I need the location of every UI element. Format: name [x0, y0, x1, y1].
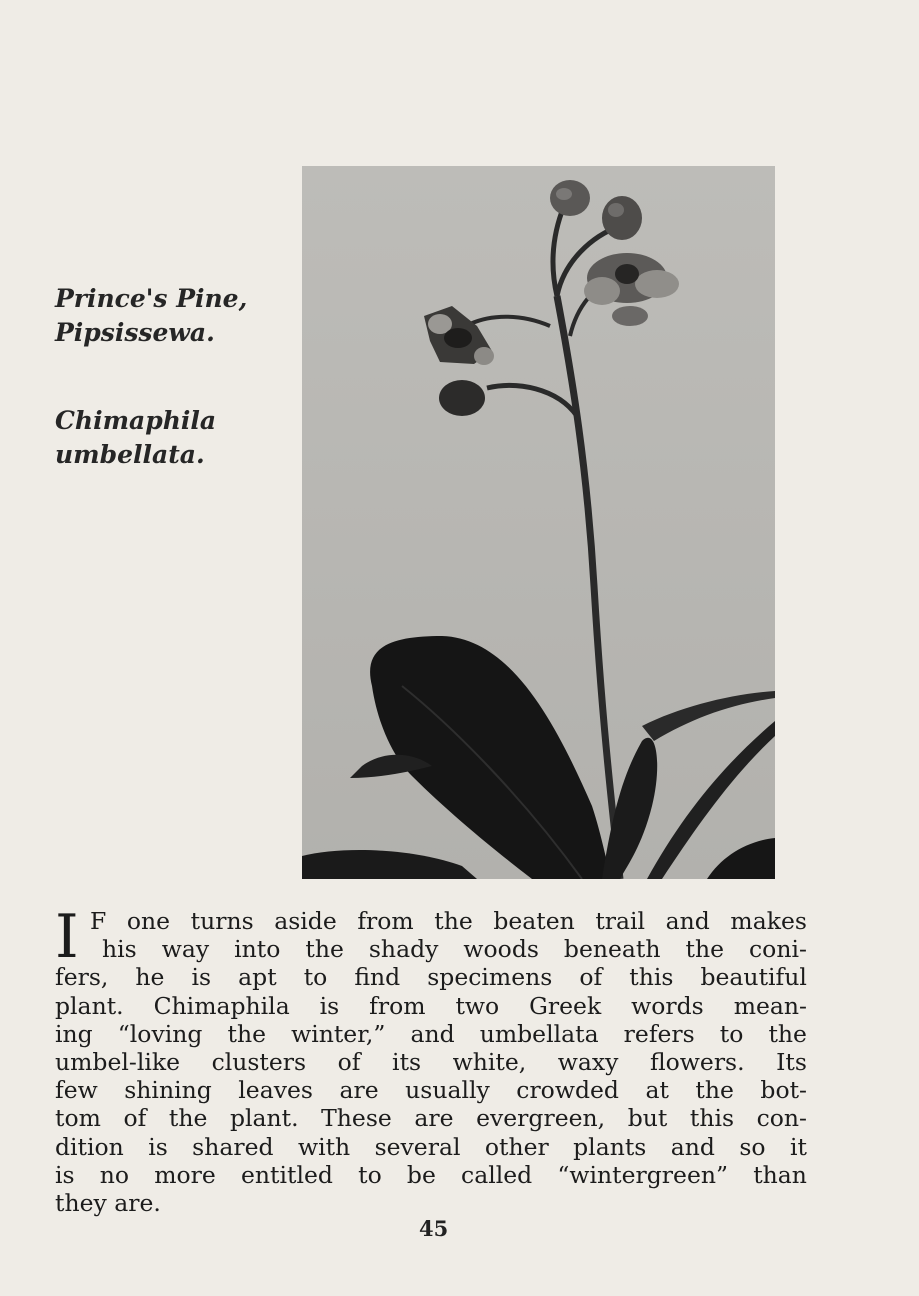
text-line — [55, 1189, 807, 1217]
word: beneath — [563, 935, 661, 964]
word: umbellata — [479, 1019, 599, 1048]
word: the — [768, 1019, 807, 1048]
word: be — [406, 1160, 436, 1189]
word: one — [126, 907, 171, 935]
word: shady — [368, 935, 439, 964]
word: shared — [192, 1132, 274, 1161]
word: more — [154, 1160, 216, 1189]
word: mean- — [733, 991, 807, 1020]
word: beautiful — [700, 963, 807, 992]
text-line — [55, 935, 807, 963]
word: into — [234, 935, 281, 964]
word: but — [627, 1104, 668, 1133]
drop-cap: I — [55, 902, 79, 972]
word: flowers. — [649, 1048, 745, 1077]
text-line — [55, 992, 807, 1020]
word: Its — [776, 1048, 807, 1077]
word: These — [321, 1104, 392, 1133]
word: the — [434, 907, 473, 935]
text-line — [55, 907, 807, 935]
word: with — [297, 1132, 351, 1161]
word: con- — [756, 1104, 807, 1133]
word: of — [337, 1048, 361, 1077]
word: its — [392, 1048, 422, 1077]
word: entitled — [241, 1160, 333, 1189]
word: beaten — [493, 907, 575, 935]
word: the — [695, 1076, 734, 1105]
caption-line: Pipsissewa. — [55, 318, 215, 347]
word: Greek — [529, 991, 602, 1020]
word: F — [90, 907, 107, 935]
word: usually — [405, 1076, 490, 1105]
word: the — [305, 935, 344, 964]
word: the — [227, 1019, 267, 1048]
word: plant. — [55, 991, 124, 1020]
word: turns — [190, 907, 254, 935]
word: leaves — [238, 1076, 313, 1105]
word: the — [685, 935, 725, 964]
word: words — [631, 991, 704, 1020]
word: plants — [573, 1132, 647, 1161]
word: plant. — [229, 1104, 299, 1133]
word: of — [579, 963, 603, 992]
word: are — [414, 1104, 454, 1133]
word: is — [191, 963, 212, 992]
word: dition — [55, 1132, 124, 1161]
word: “loving — [117, 1019, 203, 1048]
word: several — [374, 1132, 461, 1161]
caption-latin-name — [55, 404, 216, 472]
word: specimens — [427, 963, 553, 992]
caption-line: Chimaphila — [55, 406, 217, 435]
text-line — [55, 963, 807, 991]
word: than — [753, 1160, 807, 1189]
word: aside — [274, 907, 337, 935]
word: his — [102, 935, 137, 964]
word: umbel-like — [55, 1048, 181, 1077]
word: find — [354, 963, 401, 992]
text-line — [55, 1104, 807, 1132]
word: tom — [55, 1104, 101, 1133]
plant-photo — [302, 166, 775, 879]
word: apt — [238, 963, 277, 992]
word: is — [148, 1132, 168, 1161]
word: two — [455, 991, 500, 1020]
text-line — [55, 1161, 807, 1189]
word: no — [99, 1160, 130, 1189]
word: this — [689, 1104, 735, 1133]
caption-line: umbellata. — [55, 440, 205, 469]
word: to — [358, 1160, 382, 1189]
word: trail — [595, 907, 646, 935]
word: few — [55, 1076, 98, 1105]
word: waxy — [557, 1048, 619, 1077]
word: Chimaphila — [153, 991, 290, 1020]
word: white, — [452, 1048, 527, 1077]
word: and — [670, 1132, 715, 1161]
word: bot- — [760, 1076, 807, 1105]
word: from — [369, 991, 426, 1020]
word: and — [665, 907, 710, 935]
word: coni- — [749, 935, 807, 964]
plant-photo-icon — [302, 166, 775, 879]
word: is — [319, 991, 340, 1020]
word: crowded — [516, 1076, 619, 1105]
word: makes — [730, 907, 807, 935]
text-line — [55, 1020, 807, 1048]
word: “wintergreen” — [557, 1160, 728, 1189]
text-line — [55, 1076, 807, 1104]
text-line-content: they are. — [55, 1189, 161, 1218]
word: other — [484, 1132, 549, 1161]
word: it — [789, 1132, 807, 1161]
word: woods — [463, 935, 539, 964]
caption-common-name — [55, 282, 247, 350]
word: and — [410, 1019, 455, 1048]
page-number: 45 — [419, 1216, 449, 1241]
word: evergreen, — [476, 1104, 606, 1133]
word: to — [303, 963, 328, 992]
word: the — [168, 1104, 208, 1133]
word: shining — [124, 1076, 212, 1105]
word: at — [645, 1076, 669, 1105]
word: this — [629, 963, 674, 992]
word: ing — [55, 1019, 93, 1048]
word: he — [135, 963, 165, 992]
text-line — [55, 1133, 807, 1161]
word: winter,” — [291, 1019, 386, 1048]
word: clusters — [211, 1048, 307, 1077]
word: refers — [623, 1019, 695, 1048]
caption-line: Prince's Pine, — [55, 284, 248, 313]
word: is — [55, 1160, 75, 1189]
word: fers, — [55, 963, 109, 992]
word: are — [339, 1076, 379, 1105]
text-line — [55, 1048, 807, 1076]
body-paragraph — [55, 902, 807, 1218]
word: of — [123, 1104, 147, 1133]
word: from — [357, 907, 414, 935]
word: to — [719, 1019, 744, 1048]
word: way — [161, 935, 210, 964]
word: so — [739, 1132, 766, 1161]
word: called — [461, 1160, 533, 1189]
